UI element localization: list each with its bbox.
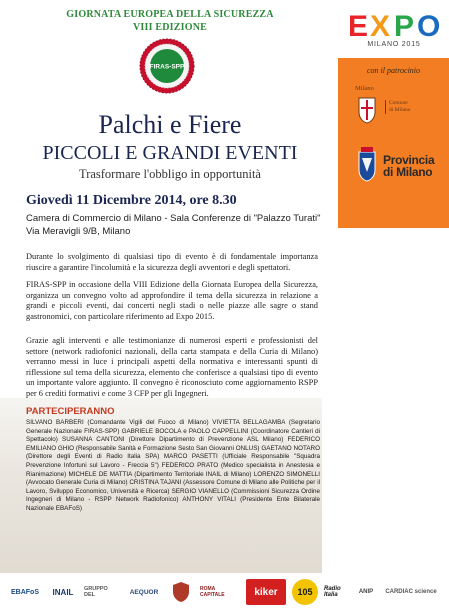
footer-logo-kiker: kiker (246, 579, 286, 605)
svg-text:P: P (394, 10, 415, 43)
footer-logo-aequor: AEQUOR (129, 588, 159, 596)
footer-logo-roma: ROMA CAPITALE (200, 586, 225, 598)
event-tagline: Trasformare l'obbligo in opportunità (79, 167, 261, 181)
comune-crest-icon (357, 96, 377, 124)
patronage-label: con il patrocinio (366, 66, 421, 75)
comune-text-line-2: di Milano (389, 107, 411, 113)
body-paragraph-2: FIRAS-SPP in occasione della VIII Edizione della Giornata Europea della Sicurezza, organizza un convegno volto ad approfondire il tema della sicurezza in relazione a grandi e piccoli eventi, dai concerti negli stadi o nelle piazze alle sagre o stand gastronomici, con particolare riferimento ad Expo 2015. (26, 280, 318, 321)
comune-label: Milano (355, 85, 374, 92)
footer-logo-105: 105 (292, 579, 318, 605)
footer-logo-inail: INAIL (52, 587, 74, 597)
provincia-line-1: Provincia (383, 153, 435, 167)
event-title: Palchi e Fiere (98, 110, 242, 139)
comune-text (385, 100, 411, 114)
footer-logo-cardiac-science: CARDIAC science (385, 589, 437, 595)
badge-text: FIRAS-SPP (149, 63, 185, 71)
header-line-2: VIII EDIZIONE (132, 22, 207, 33)
sponsor-logo-strip (6, 576, 446, 610)
provincia-text (383, 154, 434, 178)
svg-text:O: O (417, 10, 441, 43)
footer-logo-anip: ANIP (358, 589, 374, 595)
event-date: Giovedì 11 Dicembre 2014, ore 8.30 (26, 193, 237, 208)
provincia-line-2: di Milano (383, 165, 433, 179)
svg-text:E: E (348, 10, 369, 43)
footer-logo-blank (168, 579, 194, 605)
footer-logo-radio-italia: Radio Italia (324, 586, 341, 598)
comune-text-line-1: Comune (389, 100, 408, 106)
participants-list: SILVANO BARBERI (Comandante Vigili del Fuoco di Milano) VIVIETTA BELLAGAMBA (Segretario Generale Nazionale FIRAS-SPP) GABRIELE BOCOLA e PAOLO CAPPELLINI (Coordinatore Cantieri di Spettacolo) SUSANNA CANTONI (Direttore Dipartimento di Prevenzione ASL Milano) FEDERICO EMILIANO GHIO (Responsabile Sanità e Formazione Sesto San Giovanni ONLUS) GAETANO NOTARO (Direttore degli Eventi di Radio Italia SPA) MARCO PASETTI (Ufficiale Responsabile "Squadra Prevenzione Infortuni sul Lavoro - Freccia 5") FEDERICO PRATO (Medico specialista in Anestesia e Rianimazione) MICHELE DE MATTIA (Dipartimento Territoriale INAIL di Milano) LORENZO SIMONELLI (Avvocato Generale Curia di Milano) CRISTINA TAJANI (Assessore Comune di Milano alle Politiche per il Lavoro, Sviluppo Economico, Università e Ricerca) SERGIO VIANELLO (Commissioni Sicurezza Ordine Ingegneri di Milano - RSPP Network Radiofonico) ANTHONY VITALI (Presidente Ente Bilaterale Nazionale EBAFoS) (26, 419, 320, 512)
provincia-crest-icon (356, 146, 378, 182)
header-line-1: GIORNATA EUROPEA DELLA SICUREZZA (66, 9, 274, 20)
venue-line-1: Camera di Commercio di Milano - Sala Conferenze di "Palazzo Turati" (26, 213, 321, 224)
patronage-panel (338, 58, 449, 228)
body-paragraph-3: Grazie agli interventi e alle testimonianze di numerosi esperti e professionisti del settore (network radiofonici nazionali, della carta stampata e della Curia di Milano) verranno messi in luce i principali aspetti della normativa e interessanti spunti di riflessione sul tema della sicurezza, elemento che conferisce a qualsiasi tipo di evento un importante valore aggiunto. Il convegno è riconosciuto come aggiornamento RSPP per 6 crediti formativi e come 3 CFP per gli Ingegneri. (26, 336, 318, 398)
event-subtitle: PICCOLI E GRANDI EVENTI (42, 142, 298, 164)
expo-logo-icon (346, 6, 442, 44)
footer-logo-ebafos: EBAFoS (11, 588, 39, 596)
body-paragraph-1: Durante lo svolgimento di qualsiasi tipo di evento è di fondamentale importanza riuscire a garantire l'incolumità e la sicurezza degli avventori e degli spettatori. (26, 252, 318, 272)
participants-heading: PARTECIPERANNO (26, 406, 115, 417)
shield-icon (172, 581, 190, 603)
svg-text:X: X (370, 10, 391, 43)
footer-logo-gruppo: GRUPPO DEL (84, 586, 108, 598)
venue-line-2: Via Meravigli 9/B, Milano (26, 226, 131, 237)
expo-subtitle: MILANO 2015 (367, 41, 421, 48)
tricolor-rosette-icon (139, 38, 195, 94)
